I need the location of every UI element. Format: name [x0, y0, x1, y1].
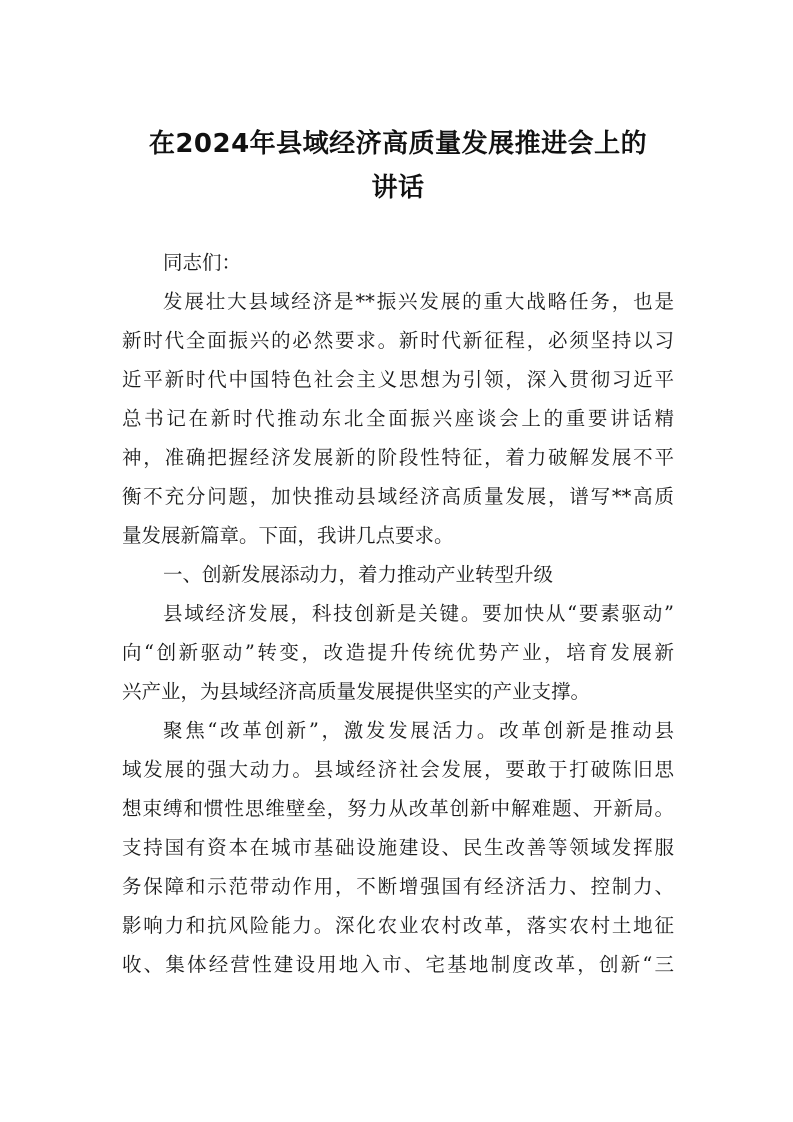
paragraph-line: 近平新时代中国特色社会主义思想为引领，深入贯彻习近平 [122, 368, 674, 391]
paragraph-reform [122, 711, 674, 984]
salutation [122, 243, 674, 282]
paragraph-line: 务保障和示范带动作用，不断增强国有经济活力、控制力、 [122, 875, 674, 898]
document-body [122, 243, 674, 984]
paragraph-line: 影响力和抗风险能力。深化农业农村改革，落实农村土地征 [122, 914, 674, 937]
paragraph-line: 衡不充分问题，加快推动县域经济高质量发展，谱写**高质 [122, 485, 674, 508]
paragraph-line: 想束缚和惯性思维壁垒，努力从改革创新中解难题、开新局。 [122, 797, 674, 820]
section-heading-1 [122, 555, 674, 594]
section-heading-text: 一、创新发展添动力，着力推动产业转型升级 [163, 563, 554, 586]
paragraph-line: 兴产业，为县域经济高质量发展提供坚实的产业支撑。 [122, 680, 591, 703]
paragraph-line: 神，准确把握经济发展新的阶段性特征，着力破解发展不平 [122, 446, 674, 469]
paragraph-line: 新时代全面振兴的必然要求。新时代新征程，必须坚持以习 [122, 329, 674, 352]
document-title [118, 122, 678, 210]
salutation-text: 同志们： [163, 251, 242, 274]
paragraph-line: 发展壮大县域经济是**振兴发展的重大战略任务，也是 [163, 290, 674, 313]
paragraph-innovation [122, 594, 674, 711]
title-line-1: 在2024年县域经济高质量发展推进会上的 [148, 129, 648, 159]
paragraph-intro [122, 282, 674, 555]
paragraph-line: 向“创新驱动”转变，改造提升传统优势产业，培育发展新 [122, 641, 674, 664]
paragraph-line: 聚焦“改革创新”，激发发展活力。改革创新是推动县 [163, 719, 674, 742]
paragraph-line: 总书记在新时代推动东北全面振兴座谈会上的重要讲话精 [122, 407, 674, 430]
paragraph-line: 收、集体经营性建设用地入市、宅基地制度改革，创新“三 [122, 953, 674, 976]
title-line-2: 讲话 [371, 173, 425, 203]
paragraph-line: 域发展的强大动力。县域经济社会发展，要敢于打破陈旧思 [122, 758, 674, 781]
paragraph-line: 县域经济发展，科技创新是关键。要加快从“要素驱动” [163, 602, 674, 625]
paragraph-line: 量发展新篇章。下面，我讲几点要求。 [122, 524, 454, 547]
paragraph-line: 支持国有资本在城市基础设施建设、民生改善等领域发挥服 [122, 836, 674, 859]
